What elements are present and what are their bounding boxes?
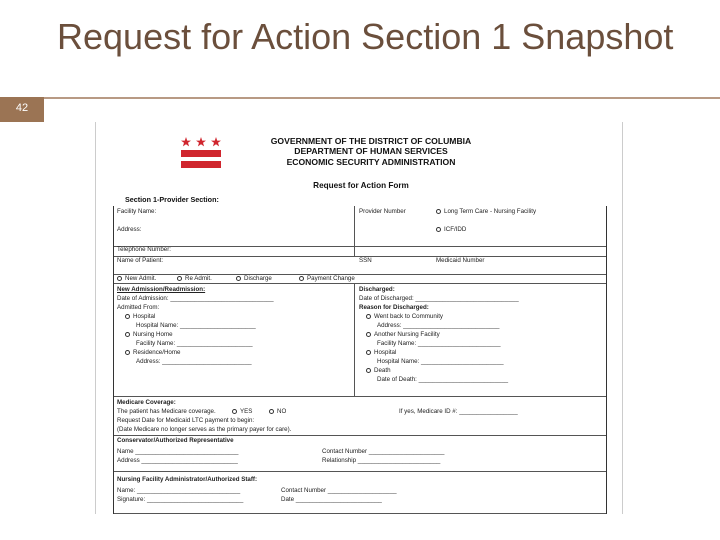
form-title: Request for Action Form [313,181,409,190]
relationship-label: Relationship ________________________ [322,457,441,464]
admin-name-label: Name: ______________________________ [117,487,241,494]
radio-icon [125,314,130,319]
conservator-name-label: Name ______________________________ [117,448,239,455]
radio-icon [366,332,371,337]
ltc-option[interactable]: Long Term Care - Nursing Facility [436,208,536,216]
from-nursing-option[interactable]: Nursing Home [125,331,173,339]
agency-line-1: GOVERNMENT OF THE DISTRICT OF COLUMBIA [270,136,472,146]
medicare-note: (Date Medicare no longer serves as the primary payer for care). [117,426,292,433]
reason-hospital-option[interactable]: Hospital [366,349,396,357]
admitted-from-label: Admitted From: [117,304,160,311]
agency-line-3: ECONOMIC SECURITY ADMINISTRATION [286,156,456,167]
slide-number: 42 [15,102,29,114]
section-label: Section 1-Provider Section: [125,195,219,204]
discharged-heading: Discharged: [359,286,395,293]
admin-heading: Nursing Facility Administrator/Authorized Staff: [117,476,258,483]
address2-label: Address: __________________________ [136,358,252,365]
dc-flag-icon [181,134,221,170]
admin-contact-label: Contact Number ____________________ [281,487,397,494]
radio-icon [269,409,274,414]
divider [114,283,606,284]
agency-line-2: DEPARTMENT OF HUMAN SERVICES [294,146,448,157]
ssn-label: SSN [359,257,372,264]
telephone-label: Telephone Number: [117,246,172,253]
form-snapshot [95,122,623,514]
divider [354,283,355,396]
divider [114,396,606,397]
slide-title: Request for Action Section 1 Snapshot [57,16,674,57]
hospital-name2-label: Hospital Name: ________________________ [377,358,504,365]
reason-community-option[interactable]: Went back to Community [366,313,443,321]
medicaid-number-label: Medicaid Number [436,257,485,264]
date-label: Date _________________________ [281,496,382,503]
title-divider [44,97,720,122]
conservator-contact-label: Contact Number ______________________ [322,448,445,455]
medicare-no-option[interactable]: NO [269,408,286,416]
radio-icon [366,314,371,319]
divider [354,206,355,256]
radio-icon [117,276,122,281]
radio-icon [299,276,304,281]
new-admission-heading: New Admission/Readmission: [117,286,206,293]
hospital-name-label: Hospital Name: ______________________ [136,322,256,329]
radio-icon [177,276,182,281]
readmit-option[interactable]: Re Admit. [177,275,212,283]
facility-name-label: Facility Name: [117,208,157,215]
medicare-id-label: If yes, Medicare ID #: _________________ [399,408,518,415]
divider [114,435,606,436]
discharge-option[interactable]: Discharge [236,275,272,283]
provider-number-label: Provider Number [359,208,406,215]
date-death-label: Date of Death: __________________________ [377,376,509,383]
icf-option[interactable]: ICF/IDD [436,226,466,234]
address-label: Address: [117,226,142,233]
radio-icon [436,209,441,214]
divider [114,513,606,514]
reason-discharged-label: Reason for Discharged: [359,304,429,311]
radio-icon [125,350,130,355]
address3-label: Address: ____________________________ [377,322,500,329]
agency-header [236,136,506,167]
radio-icon [236,276,241,281]
payment-change-option[interactable]: Payment Change [299,275,355,283]
divider [114,471,606,472]
date-admission-label: Date of Admission: ______________________________ [117,295,274,302]
from-residence-option[interactable]: Residence/Home [125,349,180,357]
signature-label: Signature: ____________________________ [117,496,244,503]
radio-icon [125,332,130,337]
reason-another-option[interactable]: Another Nursing Facility [366,331,440,339]
medicare-heading: Medicare Coverage: [117,399,176,406]
form-grid [113,206,607,514]
new-admit-option[interactable]: New Admit. [117,275,156,283]
request-date-label: Request Date for Medicaid LTC payment to begin: [117,417,255,424]
date-discharged-label: Date of Discharged: ______________________________ [359,295,519,302]
radio-icon [366,368,371,373]
from-hospital-option[interactable]: Hospital [125,313,155,321]
conservator-heading: Conservator/Authorized Representative [117,437,234,444]
radio-icon [436,227,441,232]
patient-name-label: Name of Patient: [117,257,164,264]
divider [114,246,606,247]
facility-name3-label: Facility Name: ________________________ [377,340,501,347]
medicare-yes-option[interactable]: YES [232,408,252,416]
radio-icon [366,350,371,355]
reason-death-option[interactable]: Death [366,367,391,375]
radio-icon [232,409,237,414]
medicare-has-label: The patient has Medicare coverage. [117,408,216,415]
conservator-address-label: Address ____________________________ [117,457,238,464]
facility-name2-label: Facility Name: ______________________ [136,340,253,347]
